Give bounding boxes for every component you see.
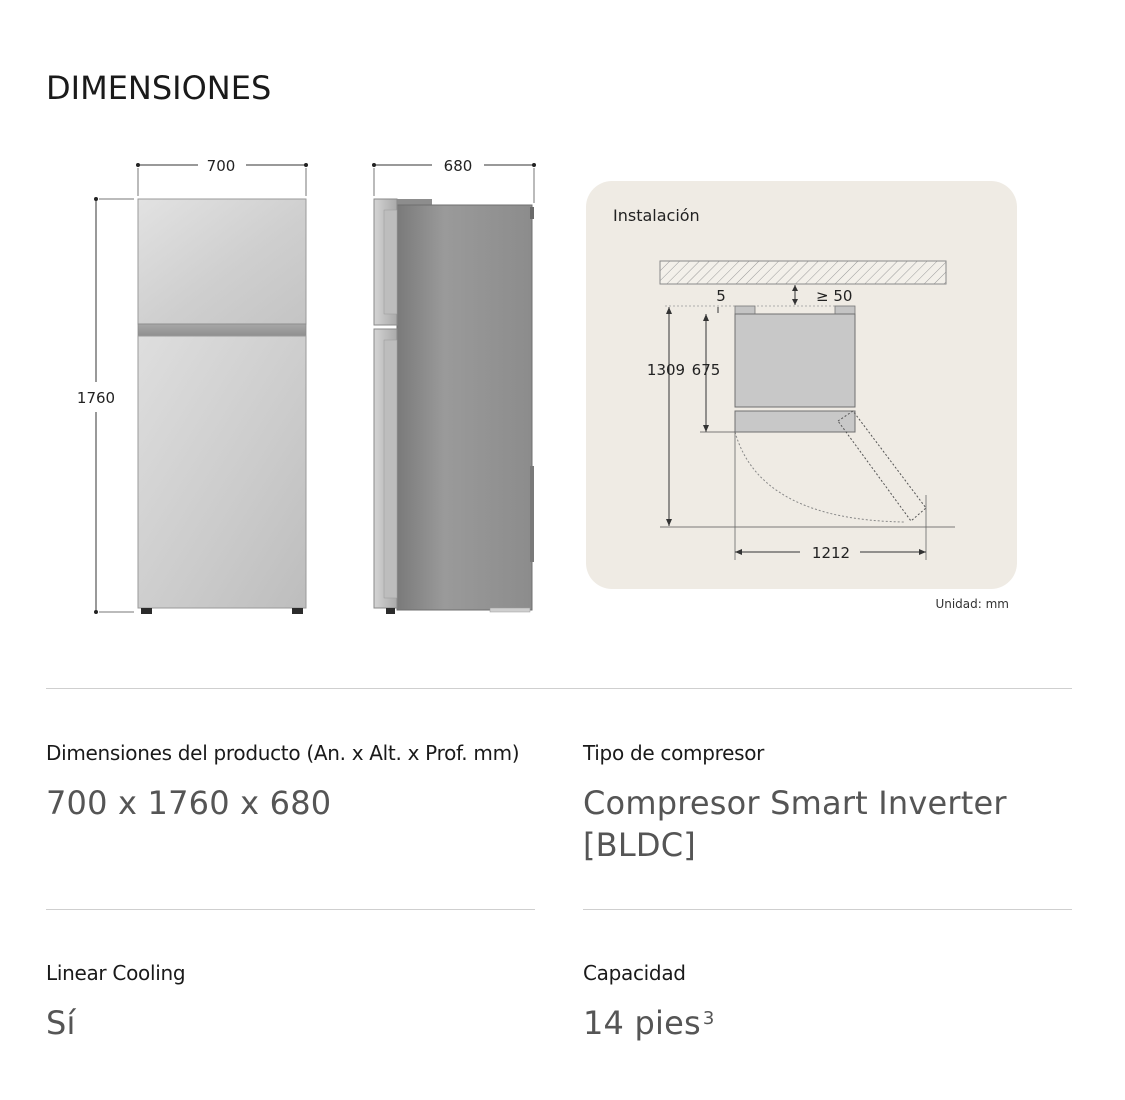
spec-label: Tipo de compresor <box>583 741 765 765</box>
spec-value: Compresor Smart Inverter [BLDC] <box>583 784 1007 864</box>
height-label: 1760 <box>76 389 116 407</box>
installation-panel <box>586 181 1017 589</box>
front-width-dimension <box>136 157 308 196</box>
ceiling-hatch <box>660 261 946 284</box>
top-gap-label: 5 <box>716 287 726 305</box>
door-swing-label: 1212 <box>811 544 851 562</box>
front-view <box>77 157 308 614</box>
spec-capacity <box>583 960 1072 1044</box>
fridge-front <box>138 199 306 614</box>
side-view <box>372 157 536 614</box>
page-title: DIMENSIONES <box>46 69 272 107</box>
height-dimension <box>77 197 134 614</box>
installation-title: Instalación <box>613 206 700 225</box>
spec-dimensions <box>46 740 546 824</box>
spec-compressor <box>583 740 1053 866</box>
spec-label: Linear Cooling <box>46 961 186 985</box>
divider-left <box>46 909 535 910</box>
divider-right <box>583 909 1072 910</box>
unit-note: Unidad: mm <box>935 597 1009 611</box>
capacity-value: 14 pies <box>583 1004 701 1042</box>
front-width-label: 700 <box>206 157 236 175</box>
side-depth-dimension <box>372 157 536 203</box>
capacity-superscript: 3 <box>702 1008 715 1029</box>
spec-value: Sí <box>46 1004 76 1042</box>
spec-value: 700 x 1760 x 680 <box>46 784 332 822</box>
top-clearance-label: ≥ 50 <box>816 287 853 305</box>
spec-label: Capacidad <box>583 961 686 985</box>
door-height-label: 675 <box>691 361 721 379</box>
spec-label: Dimensiones del producto (An. x Alt. x Prof. mm) <box>46 741 520 765</box>
spec-value <box>583 1002 1072 1044</box>
total-height-label: 1309 <box>646 361 686 379</box>
fridge-side <box>374 199 534 614</box>
spec-linear-cooling <box>46 960 535 1044</box>
side-depth-label: 680 <box>443 157 473 175</box>
divider-top <box>46 688 1072 689</box>
